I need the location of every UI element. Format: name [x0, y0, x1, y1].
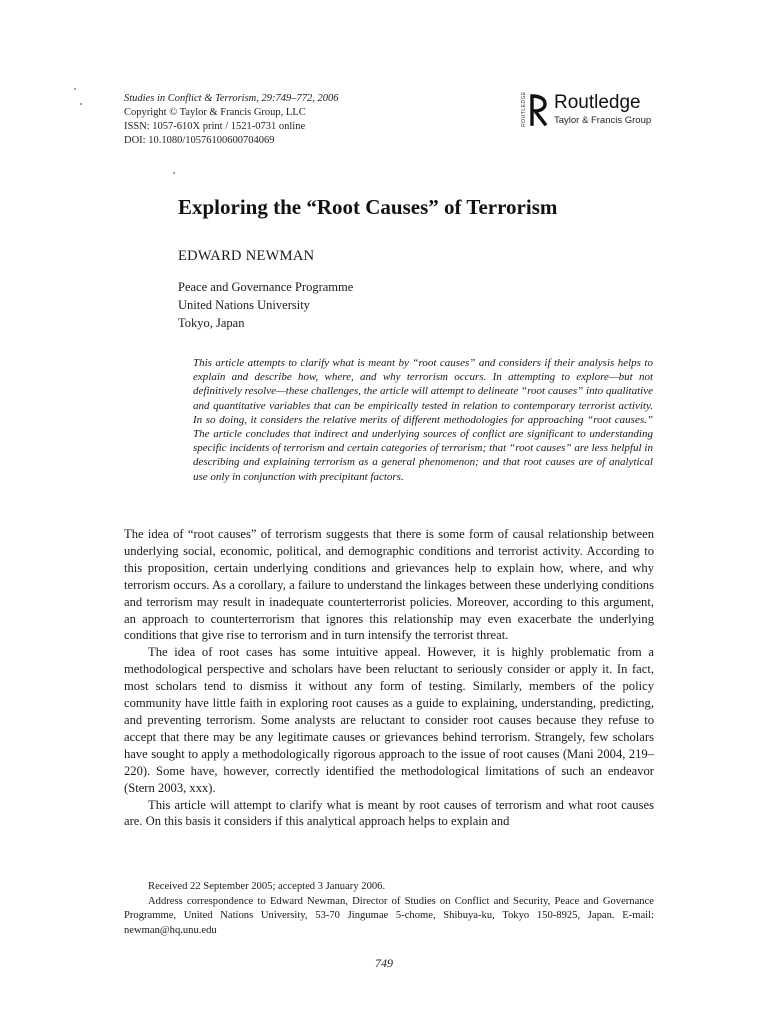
journal-citation-block	[124, 92, 424, 148]
author-affiliation	[178, 278, 353, 332]
scan-speck	[74, 88, 76, 90]
body-paragraph: This article will attempt to clarify what is meant by root causes of terrorism and what root causes are. On this basis it considers if this analytical approach helps to explain and	[124, 797, 654, 829]
affiliation-line: Tokyo, Japan	[178, 316, 245, 330]
body-paragraph: The idea of “root causes” of terrorism suggests that there is some form of causal relationship between underlying social, economic, political, and demographic conditions and terrorist activity. According to this proposition, certain underlying conditions and grievances help to explain how, where, and why terrorism occurs. As a corollary, a failure to understand the linkages between these underlying conditions and terrorism may result in inadequate counterterrorist policies. Moreover, according to this argument, an approach to counterterrorism that ignores this relationship may even exacerbate the underlying conditions that give rise to terrorism and in turn intensify the terrorist threat.	[124, 527, 654, 643]
scan-speck	[173, 172, 175, 174]
abstract: This article attempts to clarify what is meant by “root causes” and considers if their analysis helps to explain and describe how, where, and why terrorism occurs. In attempting to explore—but not definitively resolve—these challenges, the article will attempt to delineate “root causes” into qualitative and quantitative variables that can be empirically tested in relation to contemporary terrorist activity. In so doing, it considers the relative merits of different methodologies for approaching “root causes.” The article concludes that indirect and underlying sources of conflict are significant to understanding specific incidents of terrorism and certain categories of terrorism; that “root causes” are less helpful in describing and explaining terrorism as a general phenomenon; and that root causes are of analytical use only in conjunction with precipitant factors.	[193, 357, 653, 483]
publisher-name: Routledge	[554, 92, 641, 113]
publisher-logo	[519, 92, 679, 128]
body-paragraph: The idea of root cases has some intuitive appeal. However, it is highly problematic from a methodological perspective and scholars have been reluctant to seriously consider or apply it. In fact, most scholars tend to dismiss it without any form of testing. Similarly, members of the policy community have little faith in exploring root causes as a guide to explaining, understanding, predicting, and preventing terrorism. Some analysts are reluctant to consider root causes because they refuse to accept that there may be any legitimate causes or grievances behind terrorism. Strangely, few scholars have sought to apply a methodologically rigorous approach to the issue of root causes (Mani 2004, 219–220). Some have, however, correctly identified the methodological limitations of such an endeavor (Stern 2003, xxx).	[124, 645, 654, 795]
body-text	[124, 526, 654, 830]
publisher-group: Taylor & Francis Group	[554, 115, 652, 126]
author-name: EDWARD NEWMAN	[178, 248, 315, 264]
affiliation-line: Peace and Governance Programme	[178, 280, 354, 294]
journal-citation: Studies in Conflict & Terrorism, 29:749–772, 2006	[124, 93, 339, 104]
affiliation-line: United Nations University	[178, 298, 310, 312]
copyright-line: Copyright © Taylor & Francis Group, LLC	[124, 107, 306, 118]
publisher-side-text: ROUTLEDGE	[520, 91, 527, 127]
doi-line: DOI: 10.1080/10576100600704069	[124, 135, 275, 146]
correspondence-note: Address correspondence to Edward Newman, Director of Studies on Conflict and Security, Peace and Governance Programme, United Nations University, 53-70 Jingumae 5-chome, Shibuya-ku, Tokyo 150-8925, Japan. E-mail: newman@hq.unu.edu	[124, 895, 654, 936]
article-title: Exploring the “Root Causes” of Terrorism	[178, 195, 558, 219]
routledge-r-logo-icon	[530, 94, 548, 126]
scan-speck	[80, 103, 82, 105]
footnote	[124, 880, 654, 938]
page-number: 749	[375, 956, 393, 970]
issn-line: ISSN: 1057-610X print / 1521-0731 online	[124, 121, 306, 132]
publisher-side-mark	[519, 92, 527, 128]
received-date-note: Received 22 September 2005; accepted 3 January 2006.	[148, 881, 386, 892]
